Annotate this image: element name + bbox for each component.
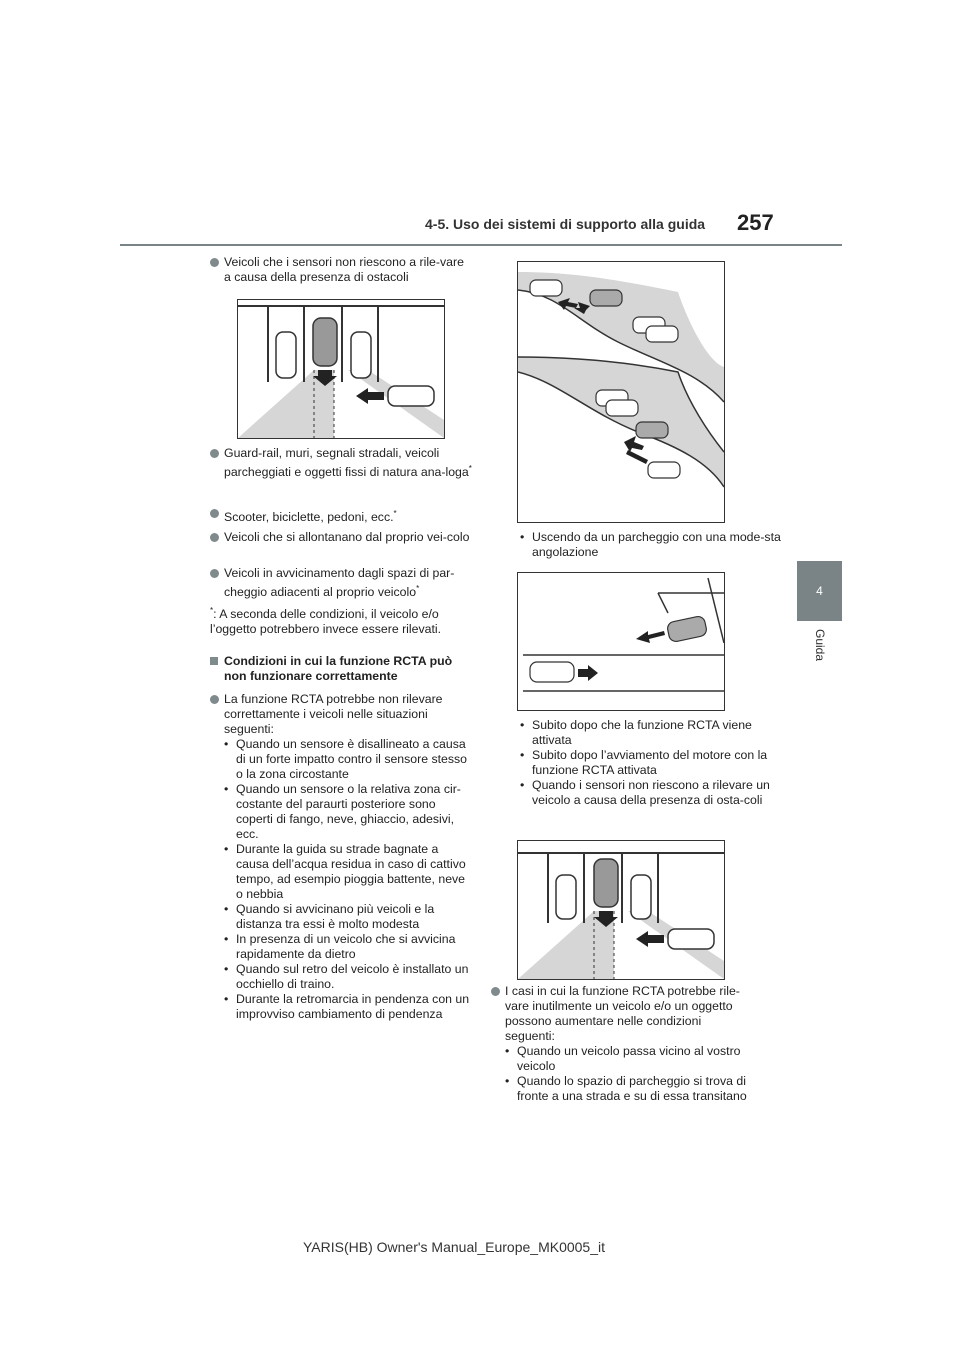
footnote-mark: * [210, 606, 214, 615]
list-item: • Quando sul retro del veicolo è installato un occhiello di traino. [224, 962, 472, 992]
bullet-item [491, 984, 753, 1104]
footnote-text: : A seconda delle condizioni, il veicolo e/o l’oggetto potrebbero invece essere rilevati. [210, 607, 442, 637]
bullet-item [210, 530, 472, 545]
list-item: • Quando un sensore o la relativa zona cir-costante del paraurti posteriore sono coperti di fango, neve, ghiaccio, adesivi, ecc. [224, 782, 472, 842]
bullet-item [210, 566, 472, 600]
list [520, 718, 782, 808]
bullet-dot-icon [210, 449, 219, 458]
figure-curved-roads [517, 261, 725, 523]
bullet-text: Veicoli che si allontanano dal proprio vei-colo [224, 530, 470, 544]
list-item: • Subito dopo che la funzione RCTA viene attivata [520, 718, 782, 748]
bullet-item [210, 255, 472, 285]
chapter-tab-side [797, 621, 842, 1166]
list-item: • Subito dopo l’avviamento del motore con la funzione RCTA attivata [520, 748, 782, 778]
section-heading [210, 654, 472, 684]
bullet-dot-icon [210, 695, 219, 704]
figure-parking-obstacles-1 [237, 299, 445, 439]
list-item [520, 530, 782, 560]
list-item: • Quando un sensore è disallineato a causa di un forte impatto contro il sensore stesso o la zona circostante [224, 737, 472, 782]
chapter-label: Guida [813, 629, 827, 662]
page-number: 257 [737, 210, 774, 235]
bullet-dot-icon [210, 569, 219, 578]
bullet-text: I casi in cui la funzione RCTA potrebbe rile-vare inutilmente un veicolo e/o un oggetto possono aumentare nelle condizioni seguenti: [505, 984, 740, 1043]
list-item: • Quando si avvicinano più veicoli e la distanza tra essi è molto modesta [224, 902, 472, 932]
list-item: • Quando i sensori non riescono a rilevare un veicolo a causa della presenza di osta-coli [520, 778, 782, 808]
header-rule [120, 244, 842, 246]
bullet-text: Guard-rail, muri, segnali stradali, veicoli parcheggiati e oggetti fissi di natura ana-loga [224, 446, 469, 480]
list-item: • Durante la guida su strade bagnate a causa dell’acqua residua in caso di cattivo tempo, ad esempio pioggia battente, neve o nebbia [224, 842, 472, 902]
list-item: • Quando un veicolo passa vicino al vostro veicolo [505, 1044, 753, 1074]
figure-parking-obstacles-2 [517, 840, 725, 980]
footnote-mark: * [468, 464, 472, 473]
bullet-dot-icon [210, 533, 219, 542]
section-title: 4-5. Uso dei sistemi di supporto alla guida [425, 216, 706, 232]
heading-square-icon [210, 657, 218, 665]
list-item: • Durante la retromarcia in pendenza con un improvviso cambiamento di pendenza [224, 992, 472, 1022]
bullet-dot-icon [210, 509, 219, 518]
bullet-item [210, 692, 472, 1022]
chapter-tab: 4 [797, 561, 842, 621]
list-item-text: • Uscendo da un parcheggio con una mode-sta angolazione [520, 530, 782, 560]
footer-manual-id: YARIS(HB) Owner's Manual_Europe_MK0005_it [303, 1239, 605, 1255]
bullet-item [210, 506, 472, 525]
bullet-dot-icon [491, 987, 500, 996]
footnote [210, 603, 472, 637]
bullet-dot-icon [210, 258, 219, 267]
footnote-mark: * [393, 509, 397, 518]
footnote-mark: * [416, 584, 420, 593]
bullet-text: Veicoli che i sensori non riescono a rile-vare a causa della presenza di ostacoli [224, 255, 464, 284]
bullet-text: La funzione RCTA potrebbe non rilevare correttamente i veicoli nelle situazioni seguenti: [224, 692, 443, 736]
heading-text: Condizioni in cui la funzione RCTA può non funzionare correttamente [224, 654, 453, 683]
bullet-text: Veicoli in avvicinamento dagli spazi di par-cheggio adiacenti al proprio veicolo [224, 566, 455, 600]
figure-angled-exit [517, 572, 725, 711]
list-item: • In presenza di un veicolo che si avvicina rapidamente da dietro [224, 932, 472, 962]
bullet-item [210, 446, 472, 480]
list-item: • Quando lo spazio di parcheggio si trova di fronte a una strada e su di essa transitano [505, 1074, 753, 1104]
bullet-text: Scooter, biciclette, pedoni, ecc. [224, 510, 394, 525]
